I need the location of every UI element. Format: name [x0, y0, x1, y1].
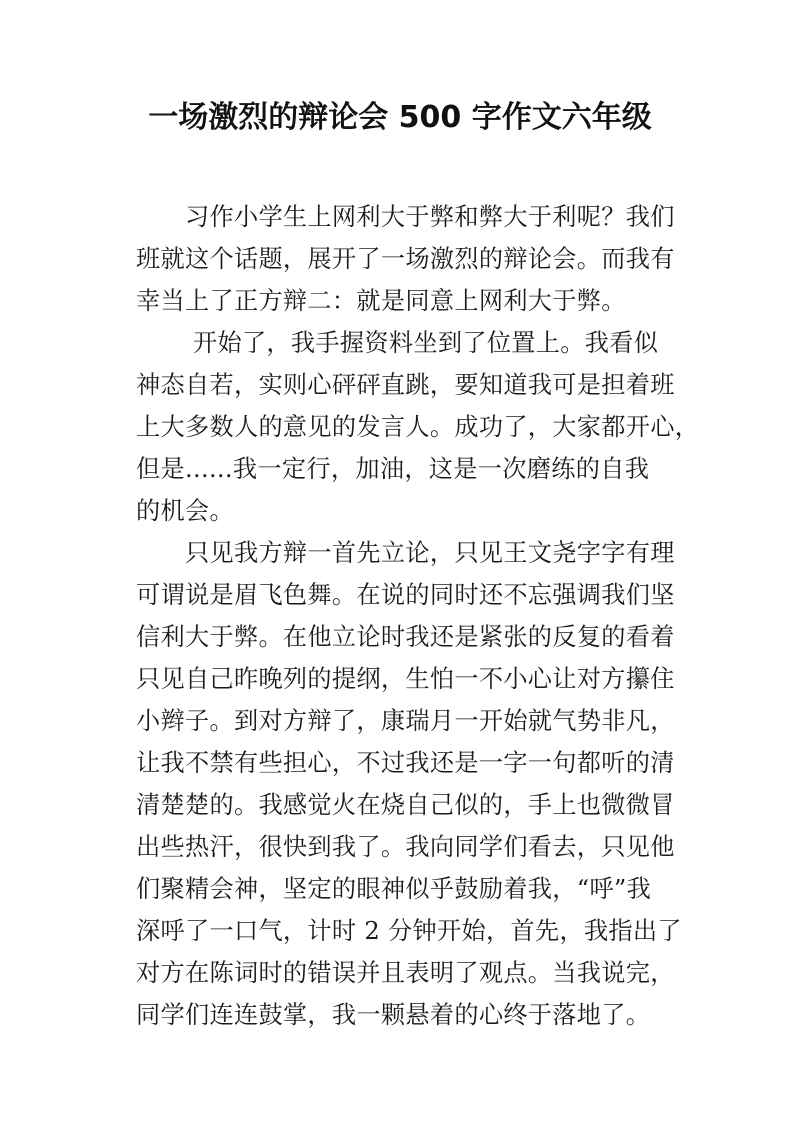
text-line: 出些热汗，很快到我了。我向同学们看去，只见他 [136, 833, 675, 861]
text-line: 开始了，我手握资料坐到了位置上。我看似 [136, 329, 659, 357]
text-line: 让我不禁有些担心，不过我还是一字一句都听的清 [136, 749, 675, 777]
text-line: 同学们连连鼓掌，我一颗悬着的心终于落地了。 [136, 1001, 651, 1029]
text-line: 清楚楚的。我感觉火在烧自己似的，手上也微微冒 [136, 791, 675, 819]
text-line: 习作小学生上网利大于弊和弊大于利呢？我们 [136, 203, 675, 231]
paragraph-1 [136, 196, 676, 322]
text-line: 小辫子。到对方辩了，康瑞月一开始就气势非凡， [136, 707, 675, 735]
text-line: 但是......我一定行，加油，这是一次磨练的自我 [136, 455, 650, 483]
text-line: 只见我方辩一首先立论，只见王文尧字字有理 [136, 539, 675, 567]
text-line: 信利大于弊。在他立论时我还是紧张的反复的看着 [136, 623, 675, 651]
text-line: 可谓说是眉飞色舞。在说的同时还不忘强调我们坚 [136, 581, 675, 609]
text-line: 深呼了一口气，计时 2 分钟开始，首先，我指出了 [136, 917, 682, 945]
text-line: 幸当上了正方辩二：就是同意上网利大于弊。 [136, 287, 626, 315]
document-body [136, 196, 700, 1036]
text-line: 班就这个话题，展开了一场激烈的辩论会。而我有 [136, 245, 675, 273]
document-title: 一场激烈的辩论会 500 字作文六年级 [148, 100, 652, 135]
paragraph-2 [136, 322, 700, 532]
text-line: 们聚精会神，坚定的眼神似乎鼓励着我，“呼”我 [136, 875, 652, 903]
text-line: 的机会。 [136, 497, 234, 525]
text-line: 只见自己昨晚列的提纲，生怕一不小心让对方攥住 [136, 665, 675, 693]
text-line: 神态自若，实则心砰砰直跳，要知道我可是担着班 [136, 371, 675, 399]
text-line: 对方在陈词时的错误并且表明了观点。当我说完， [136, 959, 675, 987]
paragraph-3 [136, 532, 682, 1036]
text-line: 上大多数人的意见的发言人。成功了，大家都开心， [136, 413, 700, 441]
